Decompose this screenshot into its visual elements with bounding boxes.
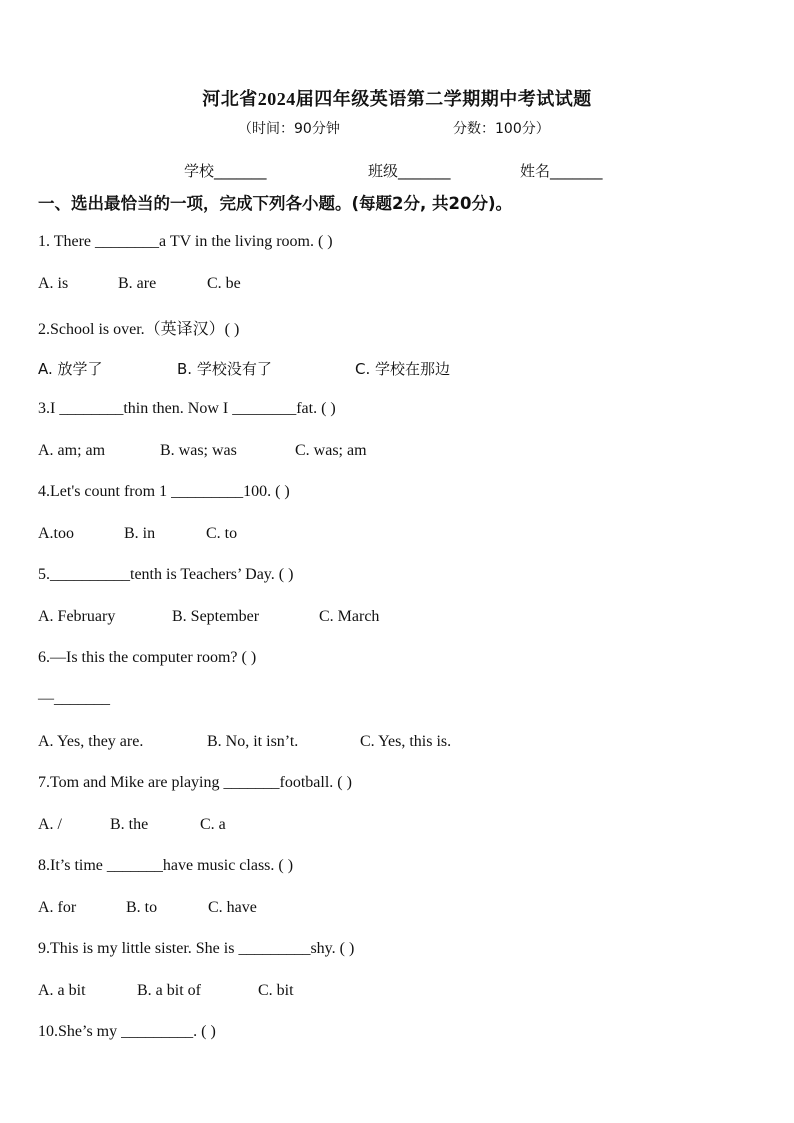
question-4-options xyxy=(38,525,237,543)
question-8-options xyxy=(38,899,257,917)
option-b: B. are xyxy=(118,275,157,292)
question-1: 1. There ________a TV in the living room. ( ) xyxy=(38,233,333,250)
school-field: 学校_______ xyxy=(184,162,267,180)
option-a: A. is xyxy=(38,275,69,292)
section-heading: 一、选出最恰当的一项，完成下列各小题。(每题2分, 共20分)。 xyxy=(38,194,513,213)
option-a: A. 放学了 xyxy=(38,360,103,378)
question-9-options xyxy=(38,982,294,1000)
question-8: 8.It’s time _______have music class. ( ) xyxy=(38,857,294,874)
class-field: 班级_______ xyxy=(368,162,451,180)
option-c: C. to xyxy=(206,525,238,542)
total-score: 分数：100分） xyxy=(453,121,550,137)
question-4: 4.Let's count from 1 _________100. ( ) xyxy=(38,483,290,500)
page-title: 河北省2024届四年级英语第二学期期中考试试题 xyxy=(202,89,592,109)
option-b: B. to xyxy=(126,899,158,916)
option-b: B. the xyxy=(110,816,149,833)
time-limit: （时间：90分钟 xyxy=(238,121,340,137)
question-5-options xyxy=(38,608,379,626)
option-c: C. have xyxy=(208,899,257,916)
option-c: C. be xyxy=(207,275,241,292)
option-b: B. No, it isn’t. xyxy=(207,733,299,750)
question-5: 5.__________tenth is Teachers’ Day. ( ) xyxy=(38,566,294,583)
option-b: B. 学校没有了 xyxy=(177,360,272,378)
option-c: C. March xyxy=(319,608,380,625)
option-b: B. in xyxy=(124,525,156,542)
question-7-options xyxy=(38,816,226,834)
answer-blank: —_______ xyxy=(38,690,110,707)
question-6-options xyxy=(38,733,451,751)
question-1-options xyxy=(38,275,241,293)
question-2: 2.School is over.（英译汉）( ) xyxy=(38,321,240,338)
option-a: A. am; am xyxy=(38,442,106,459)
option-b: B. September xyxy=(172,608,260,625)
question-2-options xyxy=(38,358,450,379)
option-a: A. for xyxy=(38,899,77,916)
question-10: 10.She’s my _________. ( ) xyxy=(38,1023,216,1040)
option-c: C. was; am xyxy=(295,442,367,459)
question-6: 6.—Is this the computer room? ( ) xyxy=(38,649,257,666)
name-field: 姓名_______ xyxy=(520,162,603,180)
option-a: A. / xyxy=(38,816,62,833)
exam-meta xyxy=(238,118,550,138)
question-3: 3.I ________thin then. Now I ________fat. ( ) xyxy=(38,400,336,417)
option-a: A. Yes, they are. xyxy=(38,733,144,750)
question-3-options xyxy=(38,442,367,460)
option-c: C. 学校在那边 xyxy=(355,360,451,378)
option-a: A.too xyxy=(38,525,74,542)
option-c: C. bit xyxy=(258,982,294,999)
option-b: B. a bit of xyxy=(137,982,201,999)
question-7: 7.Tom and Mike are playing _______football. ( ) xyxy=(38,774,352,791)
option-a: A. February xyxy=(38,608,116,625)
question-9: 9.This is my little sister. She is _________shy. ( ) xyxy=(38,940,355,957)
option-a: A. a bit xyxy=(38,982,86,999)
option-c: C. a xyxy=(200,816,226,833)
option-b: B. was; was xyxy=(160,442,237,459)
option-c: C. Yes, this is. xyxy=(360,733,452,750)
